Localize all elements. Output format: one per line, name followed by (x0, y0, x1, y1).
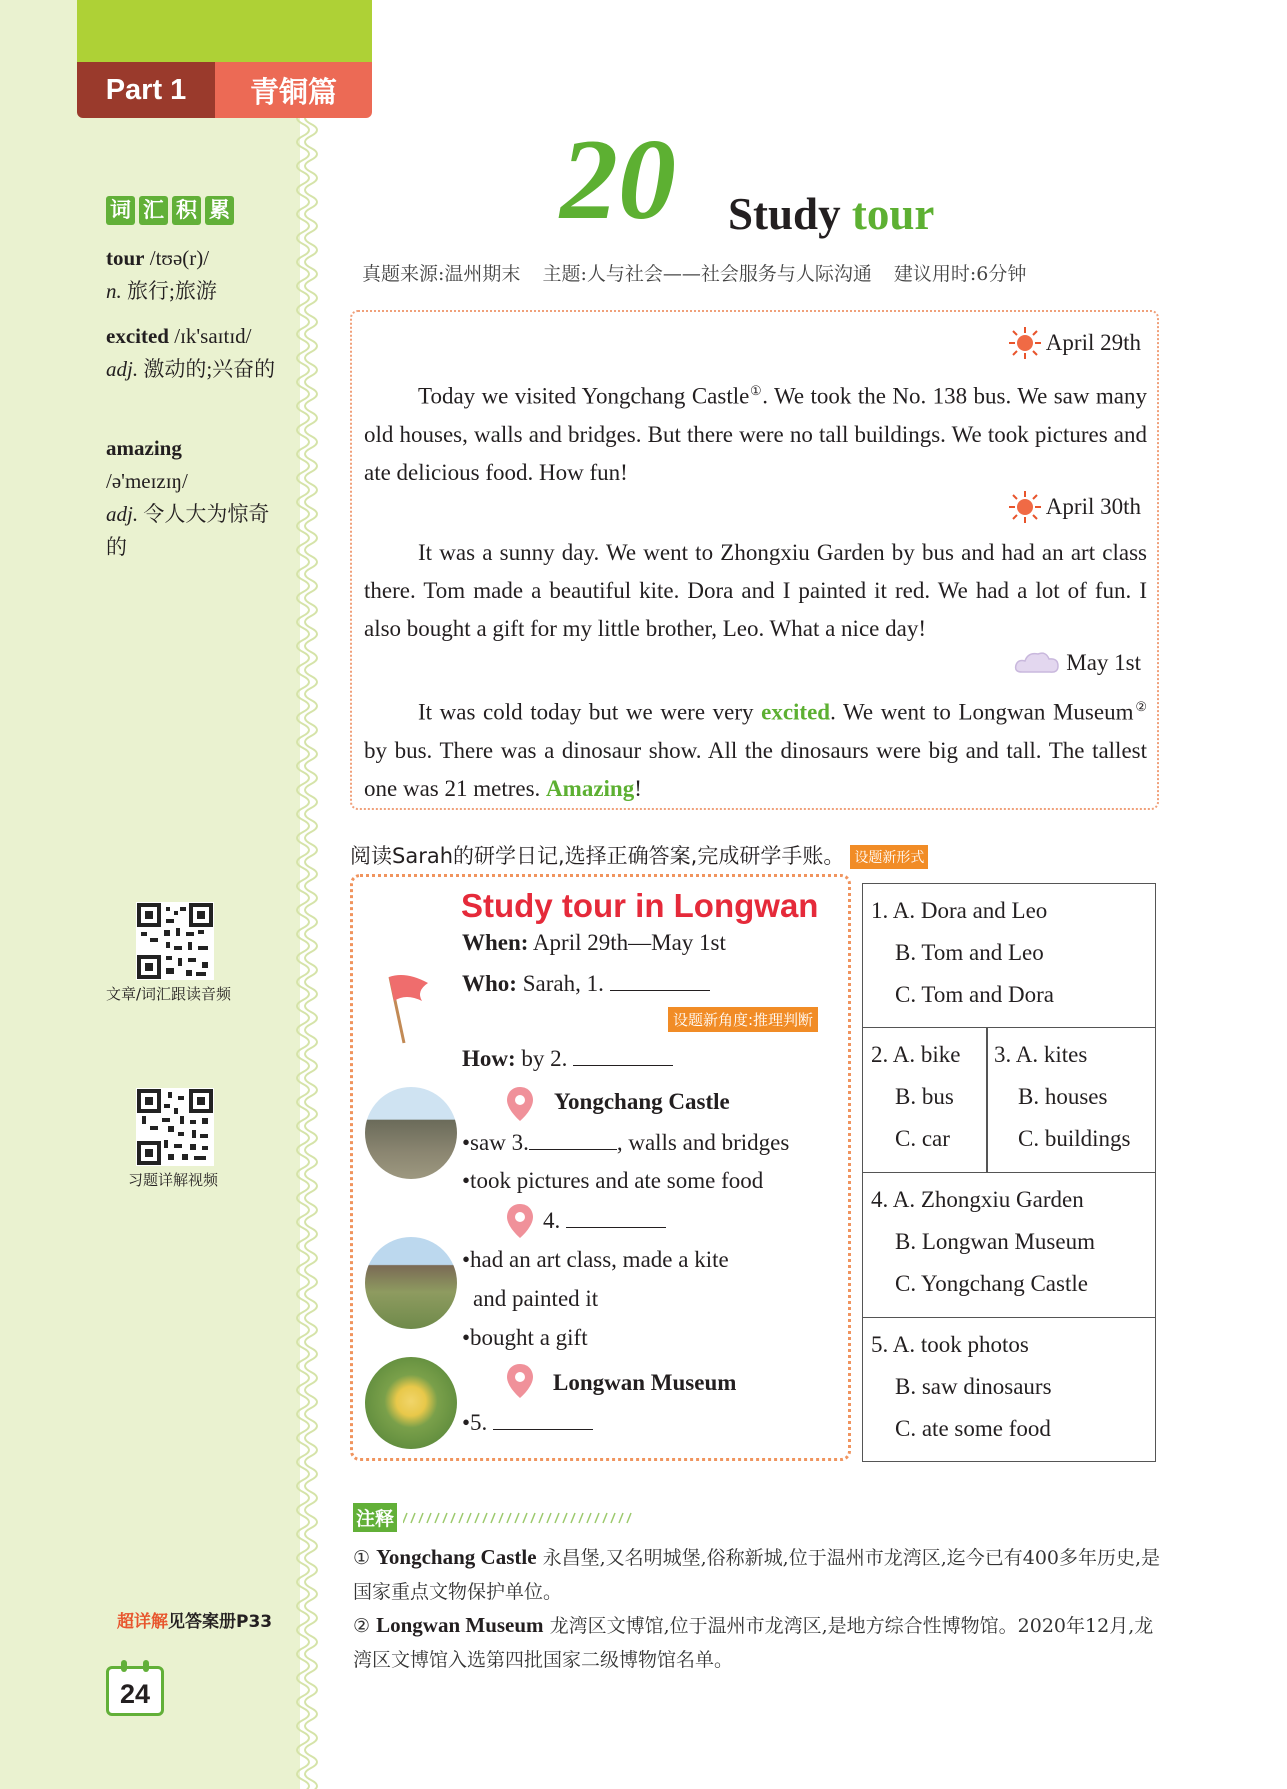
place-4-line (543, 1207, 666, 1234)
place-name: Longwan Museum (553, 1370, 737, 1395)
study-tour-card (350, 874, 851, 1461)
wave-border (295, 100, 325, 1789)
location-pin-icon (505, 1085, 535, 1123)
option-q4-a[interactable]: 4. A. Zhongxiu Garden (871, 1187, 1084, 1212)
place-yongchang (554, 1089, 730, 1115)
option-q2-b[interactable]: B. bus (895, 1084, 954, 1109)
how-value: by 2. (515, 1046, 568, 1071)
zhongxiu-garden-photo (365, 1237, 457, 1329)
qr-video-caption: 习题详解视频 (128, 1171, 219, 1189)
saw-line (462, 1129, 789, 1156)
diary-date (1012, 648, 1141, 678)
location-pin-icon (505, 1362, 535, 1400)
option-q5-b[interactable]: B. saw dinosaurs (895, 1374, 1052, 1399)
instruction-text: 阅读Sarah的研学日记,选择正确答案,完成研学手账。 (350, 844, 845, 868)
vocab-meaning: 激动的;兴奋的 (143, 357, 276, 381)
qr-audio-caption: 文章/词汇跟读音频 (106, 985, 232, 1003)
answer-ref-highlight: 超详解 (117, 1612, 168, 1632)
who-value: Sarah, 1. (516, 971, 604, 996)
location-pin-icon (505, 1202, 535, 1240)
yongchang-castle-photo (365, 1087, 457, 1179)
para-text: . We took the No. 138 bus. We saw many old houses, walls and bridges. But there were no tall buildings. We took pictures and ate delicious food. How fun! (364, 383, 1147, 485)
diary-passage (350, 310, 1159, 810)
note-term: Longwan Museum (376, 1613, 544, 1637)
gift-line: •bought a gift (462, 1325, 588, 1350)
option-q5-a[interactable]: 5. A. took photos (871, 1332, 1029, 1357)
note-1 (353, 1540, 1163, 1609)
note-text: 永昌堡,又名明城堡,俗称新城,位于温州市龙湾区,迄今已有400多年历史,是国家重点文物保护单位。 (353, 1547, 1161, 1603)
saw-text-a: •saw 3. (462, 1130, 529, 1155)
diary-date-text: May 1st (1066, 650, 1141, 675)
note-2 (353, 1608, 1163, 1677)
diary-paragraph (364, 372, 1147, 492)
para-text: . We went to Longwan Museum (830, 699, 1134, 725)
option-q2-a[interactable]: 2. A. bike (871, 1042, 961, 1067)
vocab-pos: adj. (106, 357, 139, 381)
lesson-meta: 真题来源:温州期末 主题:人与社会——社会服务与人际沟通 建议用时:6分钟 (362, 263, 1027, 285)
header-green-bar (77, 0, 372, 62)
diary-date (1008, 326, 1141, 360)
vocab-heading-char: 积 (172, 196, 201, 225)
q5-label: •5. (462, 1410, 488, 1435)
vocab-meaning: 旅行;旅游 (127, 279, 217, 303)
lesson-number: 20 (560, 116, 676, 244)
who-label: Who: (462, 971, 517, 996)
vocab-phonetic: /tʊə(r)/ (149, 246, 210, 270)
diary-date (1008, 490, 1141, 524)
reasoning-tag: 设题新角度:推理判断 (668, 1007, 818, 1032)
notes-rule (403, 1511, 633, 1525)
exercise-instruction (350, 840, 928, 870)
options-table (862, 883, 1156, 1462)
answer-reference (117, 1607, 272, 1632)
notes-label: 注释 (353, 1503, 397, 1532)
note-term: Yongchang Castle (376, 1545, 537, 1569)
diary-date-text: April 29th (1045, 330, 1141, 355)
took-line: •took pictures and ate some food (462, 1168, 764, 1193)
sun-icon (1008, 490, 1042, 524)
vocab-entry-tour (106, 242, 276, 308)
answer-ref-text: 见答案册P33 (168, 1612, 273, 1632)
option-q4-b[interactable]: B. Longwan Museum (895, 1229, 1095, 1254)
option-q3-a[interactable]: 3. A. kites (994, 1042, 1088, 1067)
answer-blank-2[interactable] (573, 1045, 673, 1066)
flag-icon (376, 971, 436, 1047)
para-text: Today we visited Yongchang Castle (418, 383, 750, 409)
vocab-entry-amazing (106, 432, 276, 564)
longwan-museum-photo (365, 1357, 457, 1449)
page-number: 24 (106, 1666, 164, 1716)
q5-line (462, 1409, 593, 1436)
new-format-tag: 设题新形式 (850, 845, 928, 869)
option-q4-c[interactable]: C. Yongchang Castle (895, 1271, 1088, 1296)
note-text: 龙湾区文博馆,位于温州市龙湾区,是地方综合性博物馆。2020年12月,龙湾区文博馆入选第四批国家二级博物馆名单。 (353, 1615, 1154, 1671)
vocab-heading-char: 汇 (139, 196, 168, 225)
who-line (462, 970, 710, 997)
option-q3-b[interactable]: B. houses (1018, 1084, 1108, 1109)
qr-code-video-icon[interactable] (136, 1088, 214, 1166)
sun-icon (1008, 326, 1042, 360)
part-label: Part 1 (77, 62, 215, 118)
answer-blank-4[interactable] (566, 1207, 666, 1228)
card-title: Study tour in Longwan (461, 887, 819, 924)
saw-text-b: , walls and bridges (616, 1130, 790, 1155)
how-line (462, 1045, 673, 1072)
diary-date-text: April 30th (1045, 494, 1141, 519)
when-line (462, 930, 726, 956)
art-line-2: and painted it (473, 1286, 599, 1311)
keyword-excited: excited (761, 699, 831, 725)
footnote-marker: ② (1133, 699, 1147, 714)
vocab-pos: n. (106, 279, 122, 303)
part-tab (77, 62, 372, 118)
answer-blank-5[interactable] (493, 1409, 593, 1430)
place-name: Yongchang Castle (554, 1089, 730, 1114)
vocab-heading-char: 词 (106, 196, 135, 225)
vocab-pos: adj. (106, 502, 139, 526)
option-q1-c[interactable]: C. Tom and Dora (895, 982, 1054, 1007)
option-q2-c[interactable]: C. car (895, 1126, 950, 1151)
answer-blank-3[interactable] (529, 1129, 617, 1150)
qr-code-audio-icon[interactable] (136, 902, 214, 980)
vocab-phonetic: /ɪk'saɪtɪd/ (174, 324, 252, 348)
para-text: by bus. There was a dinosaur show. All the dinosaurs were big and tall. The tallest one was 21 metres. (364, 737, 1147, 801)
para-text: ! (634, 775, 642, 801)
option-q1-b[interactable]: B. Tom and Leo (895, 940, 1044, 965)
vocab-word: amazing (106, 436, 182, 460)
keyword-amazing: Amazing (546, 775, 635, 801)
option-q3-c[interactable]: C. buildings (1018, 1126, 1131, 1151)
lesson-title-b: tour (851, 189, 935, 239)
note-number: ② (353, 1615, 371, 1637)
how-label: How: (462, 1046, 516, 1071)
place-4-number: 4. (543, 1208, 561, 1233)
diary-paragraph (364, 688, 1147, 808)
when-label: When: (462, 930, 529, 955)
vocab-heading (106, 196, 234, 225)
lesson-title-a: Study (728, 189, 841, 239)
para-text: It was cold today but we were very (418, 699, 762, 725)
option-divider (986, 1028, 988, 1173)
vocab-heading-char: 累 (205, 196, 234, 225)
level-label: 青铜篇 (215, 62, 372, 118)
when-value: April 29th—May 1st (528, 930, 726, 955)
footnote-marker: ① (749, 383, 763, 398)
place-longwan (553, 1370, 736, 1396)
vocab-word: tour (106, 246, 145, 270)
cloud-icon (1012, 648, 1062, 678)
answer-blank-1[interactable] (610, 970, 710, 991)
vocab-meaning: 令人大为惊奇的 (106, 502, 270, 559)
vocab-phonetic: /ə'meɪzɪŋ/ (106, 469, 188, 493)
notes-heading (353, 1503, 633, 1532)
vocab-entry-excited (106, 320, 276, 386)
diary-paragraph: It was a sunny day. We went to Zhongxiu Garden by bus and had an art class there. Tom made a beautiful kite. Dora and I painted it red. We had a lot of fun. I also bought a gift for my little brother, Leo. What a nice day! (364, 540, 1147, 641)
vocab-word: excited (106, 324, 169, 348)
art-line-1: •had an art class, made a kite (462, 1247, 729, 1272)
note-number: ① (353, 1547, 371, 1569)
lesson-title (728, 188, 934, 240)
option-q1-a[interactable]: 1. A. Dora and Leo (871, 898, 1048, 923)
option-q5-c[interactable]: C. ate some food (895, 1416, 1051, 1441)
